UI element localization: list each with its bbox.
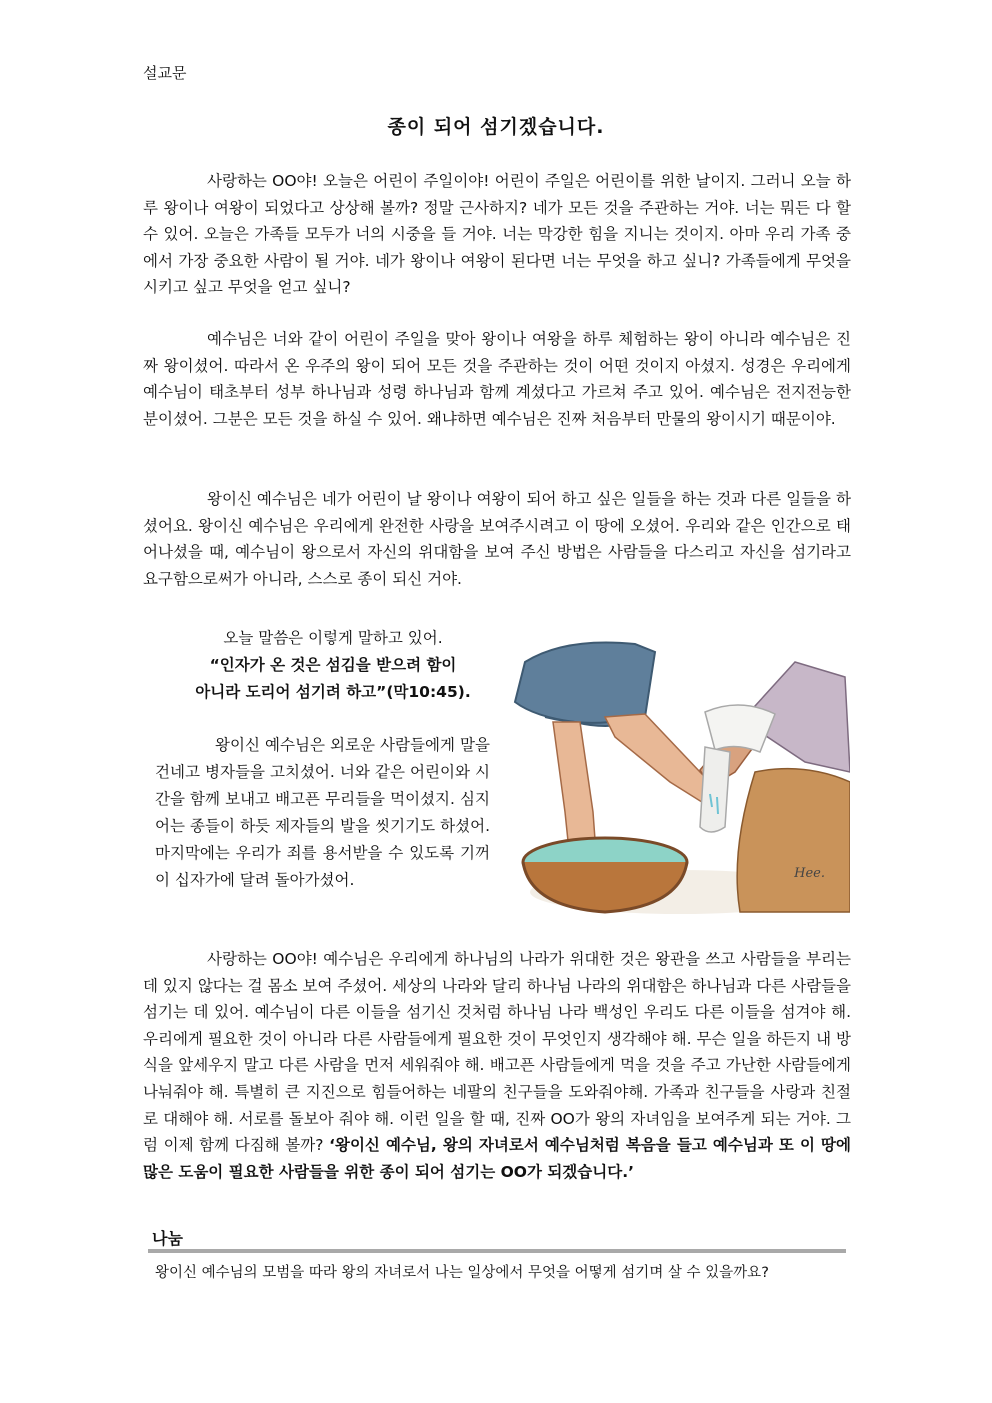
- paragraph-5-text: 사랑하는 OO야! 예수님은 우리에게 하나님의 나라가 위대한 것은 왕관을 쓰고 사람들을 부리는 데 있지 않다는 걸 몸소 보여 주셨어. 세상의 나라와 달리 하나님 나라의 위대함은 하나님과 다른 사람들을 섬기는 데 있어. 예수님이 다른 이들을 섬기신 것처럼 하나님 나라 백성인 우리도 다른 이들을 섬겨야 해. 우리에게 필요한 것이 아니라 다른 사람들에게 필요한 것이 무엇인지 생각해야 해. 무슨 일을 하든지 내 방식을 앞세우지 말고 다른 사람을 먼저 세워줘야 해. 배고픈 사람들에게 먹을 것을 주고 가난한 사람들에게 나눠줘야 해. 특별히 큰 지진으로 힘들어하는 네팔의 친구들을 도와줘야해. 가족과 친구들을 사랑과 친절로 대해야 해. 서로를 돌보아 줘야 해. 이런 일을 할 때, 진짜 OO가 왕의 자녀임을 보여주게 되는 거야. 그럼 이제 함께 다짐해 볼까?: [143, 950, 851, 1155]
- bible-quote: [143, 652, 523, 706]
- sharing-question: 왕이신 예수님의 모범을 따라 왕의 자녀로서 나는 일상에서 무엇을 어떻게 섬기며 살 수 있을까요?: [155, 1265, 769, 1281]
- foot-washing-illustration: [505, 622, 850, 922]
- towel-hanging: [700, 747, 730, 832]
- paragraph-4-text: 왕이신 예수님은 외로운 사람들에게 말을 건네고 병자들을 고치셨어. 너와 같은 어린이와 시간을 함께 보내고 배고픈 무리들을 먹이셨지. 심지어는 종들이 하듯 제자들의 발을 씻기기도 하셨어. 마지막에는 우리가 죄를 용서받을 수 있도록 기꺼이 십자가에 달려 돌아가셨어.: [155, 736, 490, 889]
- paragraph-3-text: 왕이신 예수님은 네가 어린이 날 왕이나 여왕이 되어 하고 싶은 일들을 하는 것과 다른 일들을 하셨어요. 왕이신 예수님은 우리에게 완전한 사랑을 보여주시려고 이 땅에 오셨어. 우리와 같은 인간으로 태어나셨을 때, 예수님이 왕으로서 자신의 위대함을 보여 주신 방법은 사람들을 다스리고 자신을 섬기라고 요구함으로써가 아니라, 스스로 종이 되신 거야.: [143, 490, 851, 588]
- page-title: 종이 되어 섬기겠습니다.: [387, 116, 605, 138]
- paragraph-1: [143, 168, 851, 301]
- paragraph-2: [143, 326, 851, 432]
- bible-quote-line-1: “인자가 온 것은 섬김을 받으려 함이: [209, 656, 457, 674]
- quote-intro: 오늘 말씀은 이렇게 말하고 있어.: [223, 629, 443, 647]
- document-type-label: 설교문: [143, 64, 187, 82]
- towel: [705, 705, 775, 752]
- sharing-divider: [148, 1249, 846, 1253]
- sharing-heading: 나눔: [152, 1229, 183, 1248]
- bible-quote-line-2: 아니라 도리어 섬기려 하고”(막10:45).: [195, 683, 471, 701]
- paragraph-5: [143, 946, 851, 1185]
- servant-robe: [737, 769, 850, 912]
- blue-shorts: [515, 642, 655, 726]
- paragraph-1-text: 사랑하는 OO야! 오늘은 어린이 주일이야! 어린이 주일은 어린이를 위한 날이지. 그러니 오늘 하루 왕이나 여왕이 되었다고 상상해 볼까? 정말 근사하지? 네가 모든 것을 주관하는 거야. 너는 뭐든 다 할 수 있어. 오늘은 가족들 모두가 너의 시중을 들 거야. 너는 막강한 힘을 지니는 것이지. 아마 우리 가족 중에서 가장 중요한 사람이 될 거야. 네가 왕이나 여왕이 된다면 너는 무엇을 하고 싶니? 가족들에게 무엇을 시키고 싶고 무엇을 얻고 싶니?: [143, 172, 851, 297]
- paragraph-4: [155, 732, 490, 894]
- paragraph-5-pledge: ‘왕이신 예수님, 왕의 자녀로서 예수님처럼 복음을 들고 예수님과 또 이 땅에 많은 도움이 필요한 사람들을 위한 종이 되어 섬기는 OO가 되겠습니다.’: [143, 1136, 851, 1181]
- artist-signature: Hee.: [794, 866, 825, 881]
- paragraph-2-text: 예수님은 너와 같이 어린이 주일을 맞아 왕이나 여왕을 하루 체험하는 왕이 아니라 예수님은 진짜 왕이셨어. 따라서 온 우주의 왕이 되어 모든 것을 주관하는 것이 어떤 것이지 아셨지. 성경은 우리에게 예수님이 태초부터 성부 하나님과 성령 하나님과 함께 계셨다고 가르쳐 주고 있어. 예수님은 전지전능한 분이셨어. 그분은 모든 것을 하실 수 있어. 왜냐하면 예수님은 진짜 처음부터 만물의 왕이시기 때문이야.: [143, 330, 851, 428]
- paragraph-3: [143, 486, 851, 592]
